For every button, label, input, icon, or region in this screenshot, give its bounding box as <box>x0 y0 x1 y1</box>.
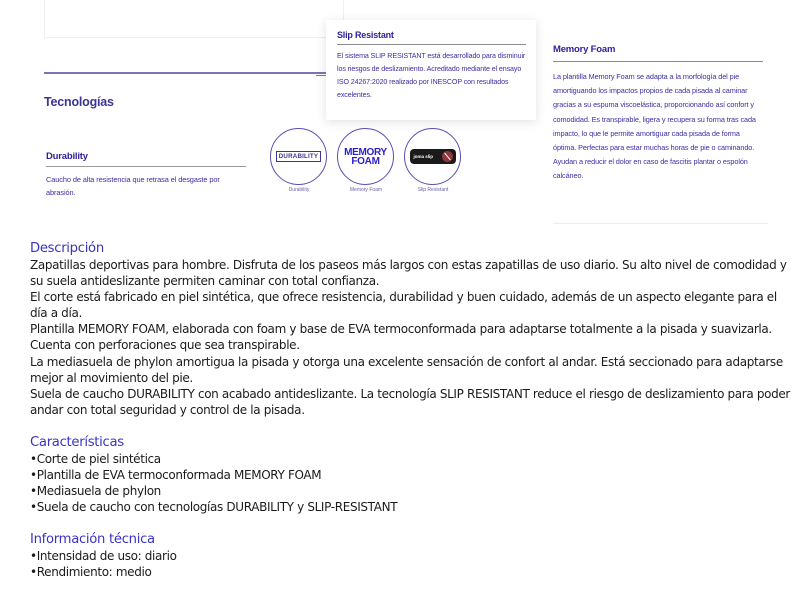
descripcion-paragraph: Zapatillas deportivas para hombre. Disfruta de los paseos más largos con estas zapatillas de uso diario. Su alto nivel de comodidad y su suela antideslizante permiten caminar con total confianza. <box>30 258 787 289</box>
descripcion-paragraph: El corte está fabricado en piel sintética, que ofrece resistencia, durabilidad y buen cuidado, además de un aspecto elegante para el día a día. <box>30 290 777 321</box>
memory-foam-text: La plantilla Memory Foam se adapta a la morfología del pie amortiguando los impactos propios de cada pisada al caminar gracias a su espuma viscoelástica, proporcionando así confort y comodidad. Es transpirable, ligera y recupera su forma tras cada impacto, lo que le permite amortiguar cada pisada de forma óptima. Perfectas para estar muchas horas de pie o caminando. Ayudan a reducir el dolor en caso de fascitis plantar o espolón calcáneo. <box>553 72 756 181</box>
descripcion-heading: Descripción <box>30 241 104 256</box>
list-item: • Rendimiento: medio <box>30 564 790 580</box>
caracteristicas-section <box>30 434 790 515</box>
slip-resistant-title: Slip Resistant <box>337 30 526 45</box>
descripcion-paragraph: Suela de caucho DURABILITY con acabado antideslizante. La tecnología SLIP RESISTANT reduce el riesgo de deslizamiento para poder andar con total seguridad y control de la pisada. <box>30 386 790 417</box>
popup-connector <box>316 75 326 76</box>
informacion-tecnica-heading: Información técnica <box>30 532 155 548</box>
memory-foam-badge-line2: FOAM <box>351 155 380 167</box>
slip-resistant-popup <box>326 20 536 120</box>
durability-info <box>46 151 246 199</box>
memory-foam-badge-text <box>344 148 387 166</box>
slip-resistant-badge-icon <box>404 128 461 185</box>
durability-caption: Durability <box>288 187 310 193</box>
memory-foam-info <box>553 44 763 184</box>
descripcion-paragraph: Plantilla MEMORY FOAM, elaborada con foam y base de EVA termoconformada para adaptarse totalmente a la pisada y suavizarla. Cuenta con perforaciones que sea transpirable. <box>30 322 772 353</box>
tecnologias-title: Tecnologías <box>44 95 114 109</box>
list-item: • Plantilla de EVA termoconformada MEMORY FOAM <box>30 467 790 483</box>
list-item: • Mediasuela de phylon <box>30 483 790 499</box>
informacion-tecnica-section <box>30 531 790 580</box>
joma-slip-badge <box>410 149 456 164</box>
memory-foam-badge-icon <box>337 128 394 185</box>
memory-foam-title: Memory Foam <box>553 44 763 62</box>
durability-text: Caucho de alta resistencia que retrasa el desgaste por abrasión. <box>46 175 220 197</box>
memory-foam-badge-line1: MEMORY <box>344 146 387 158</box>
slip-resistant-text: El sistema SLIP RESISTANT está desarrollado para disminuir los riesgos de deslizamiento. Acreditado mediante el ensayo ISO 24267:2020 realizado por INESCOP con resultados excelentes. <box>337 52 526 99</box>
descripcion-paragraph: La mediasuela de phylon amortigua la pisada y otorga una excelente sensación de confort al andar. Está seccionado para adaptarse mejor al movimiento del pie. <box>30 354 783 385</box>
technology-logos <box>270 128 464 198</box>
durability-badge-text: DURABILITY <box>276 151 321 162</box>
joma-slip-text: joma slip <box>413 154 434 159</box>
durability-logo[interactable] <box>270 128 328 193</box>
section-divider <box>44 72 344 74</box>
durability-title: Durability <box>46 151 246 167</box>
slip-resistant-caption: Slip Resistant <box>417 187 449 193</box>
list-item: • Corte de piel sintética <box>30 451 790 467</box>
no-slip-icon <box>442 151 453 162</box>
slip-resistant-logo[interactable] <box>404 128 462 193</box>
memory-foam-logo[interactable] <box>337 128 395 193</box>
caracteristicas-heading: Características <box>30 434 124 450</box>
durability-badge-icon <box>270 128 327 185</box>
descripcion-section <box>30 240 790 418</box>
memory-foam-caption: Memory Foam <box>349 187 383 193</box>
list-item: • Suela de caucho con tecnologías DURABILITY y SLIP-RESISTANT <box>30 499 790 515</box>
top-image-card <box>44 0 344 38</box>
product-description <box>30 240 790 597</box>
memory-foam-divider <box>553 223 768 224</box>
list-item: • Intensidad de uso: diario <box>30 548 790 564</box>
